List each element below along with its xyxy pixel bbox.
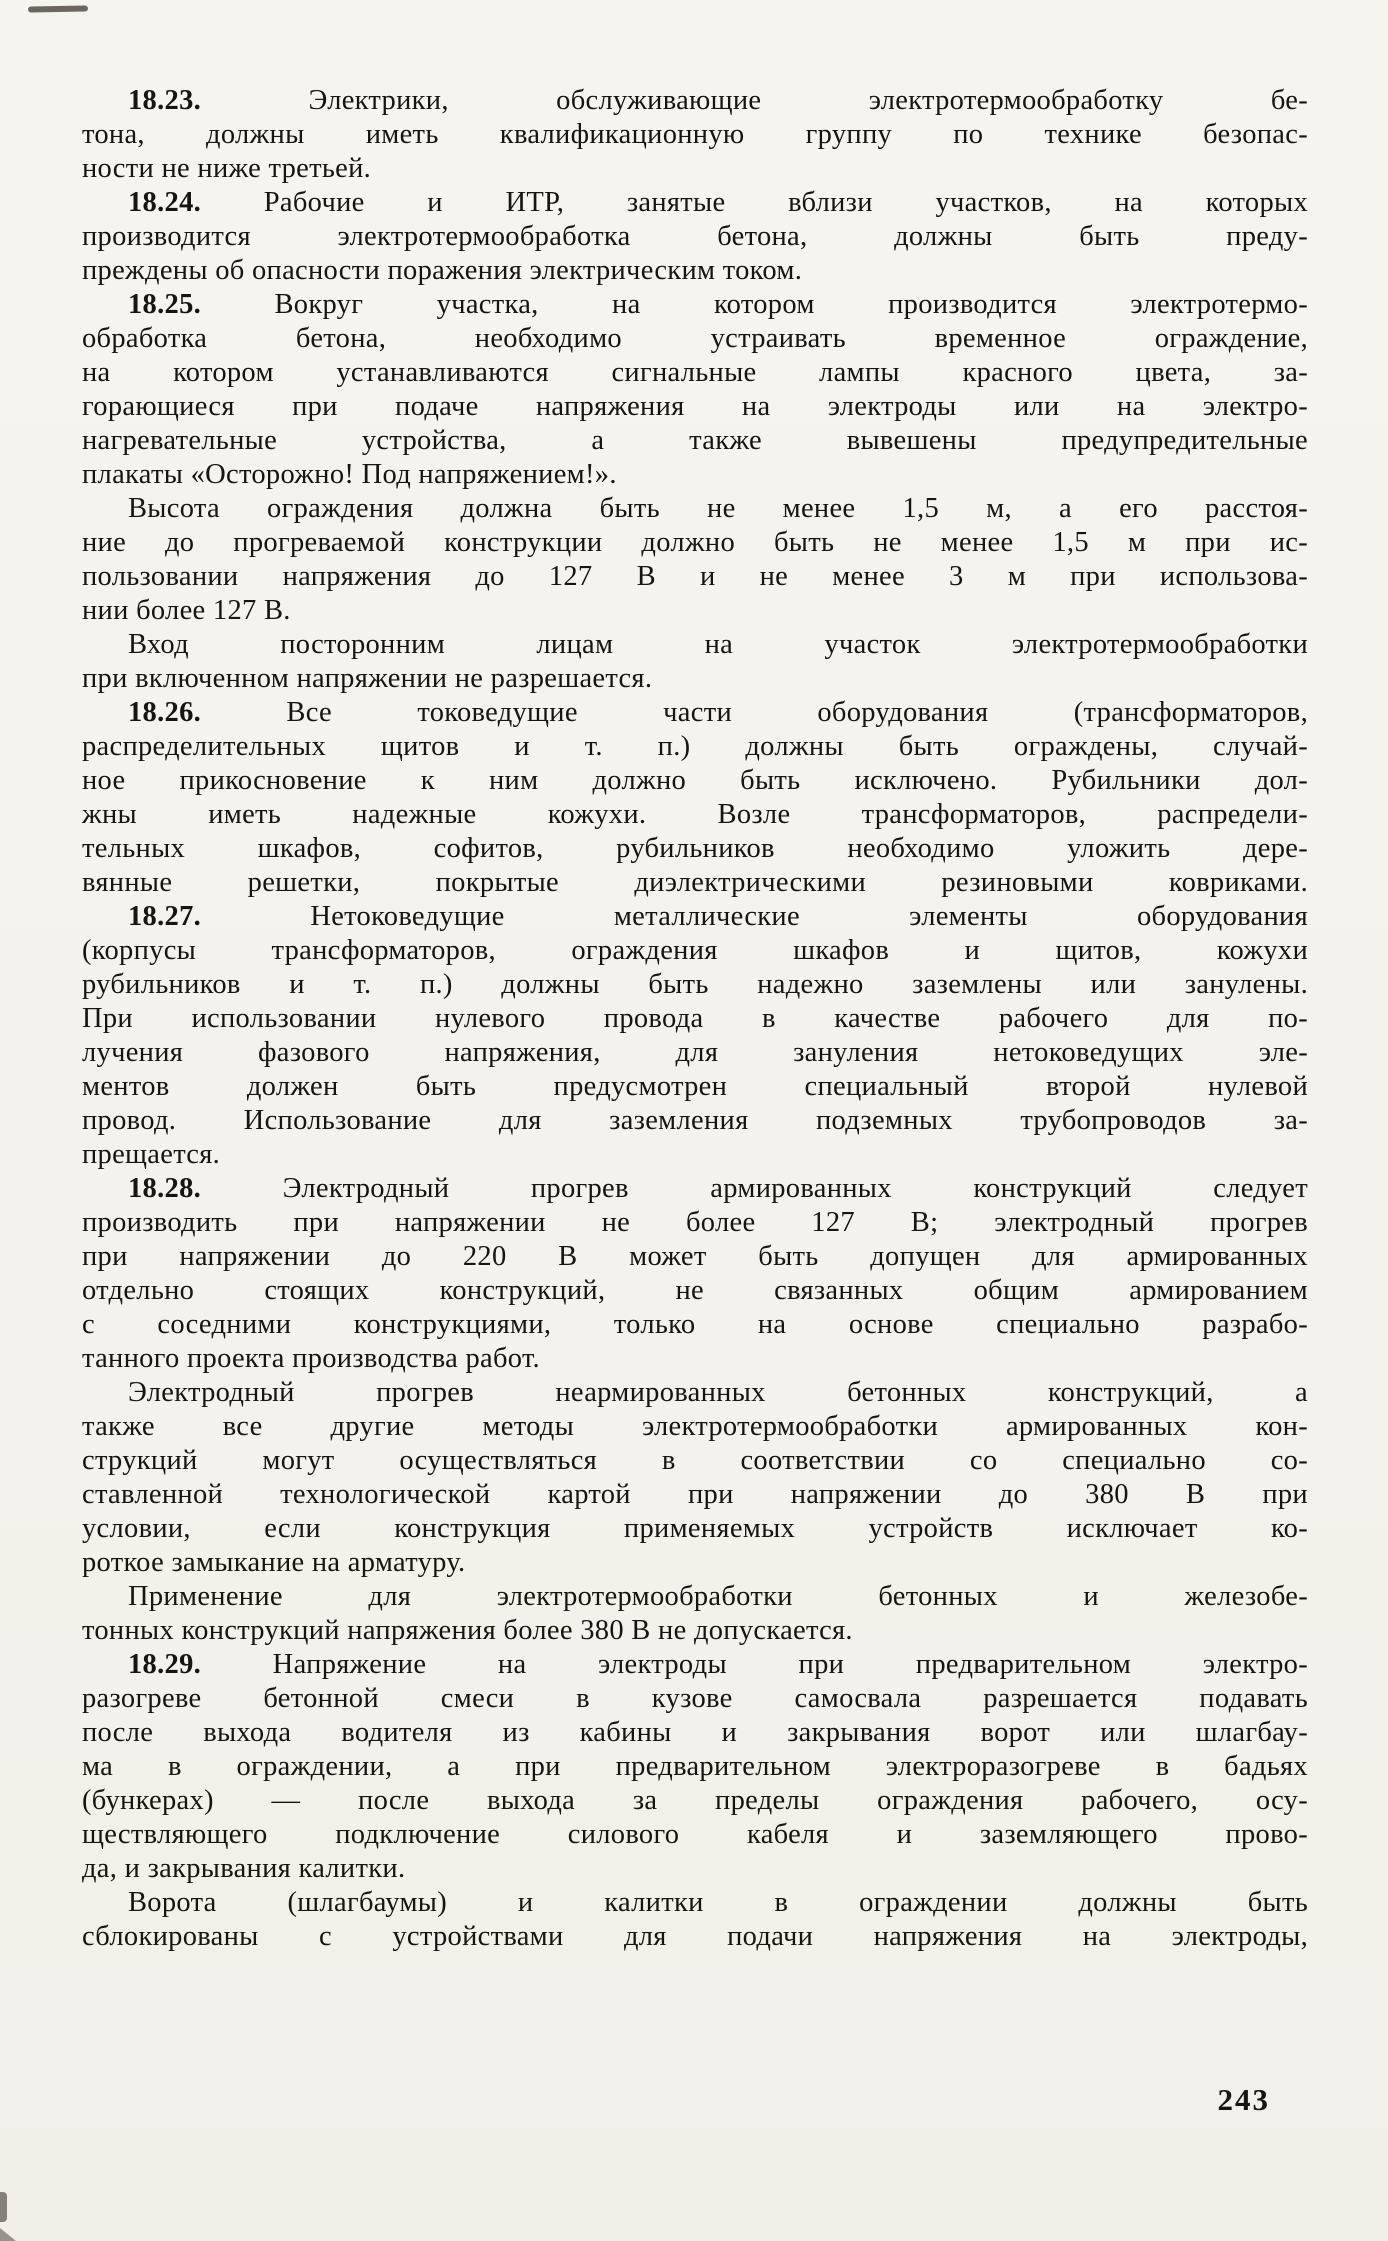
text-line: производится электротермообработка бетона, должны быть преду-	[82, 221, 1308, 252]
text-line: тонных конструкций напряжения более 380 В не допускается.	[82, 1615, 853, 1646]
text-line: преждены об опасности поражения электрическим током.	[82, 255, 803, 286]
paragraph	[82, 84, 1308, 186]
section-number: 18.27.	[128, 901, 202, 932]
text-line: 18.24. Рабочие и ИТР, занятые вблизи участков, на которых	[128, 187, 1308, 218]
text-line: после выхода водителя из кабины и закрывания ворот или шлагбау-	[82, 1717, 1308, 1748]
text-line: условии, если конструкция применяемых устройств исключает ко-	[82, 1513, 1308, 1544]
text-line: ное прикосновение к ним должно быть исключено. Рубильники дол-	[82, 765, 1308, 796]
text-line: Применение для электротермообработки бетонных и железобе-	[128, 1581, 1308, 1612]
text-line: производить при напряжении не более 127 В; электродный прогрев	[82, 1207, 1308, 1238]
text-line: Высота ограждения должна быть не менее 1,5 м, а его расстоя-	[128, 493, 1308, 524]
text-line: отдельно стоящих конструкций, не связанных общим армированием	[82, 1275, 1308, 1306]
paragraph	[82, 900, 1308, 1172]
paragraph	[82, 1580, 1308, 1648]
paragraph	[82, 1172, 1308, 1376]
text-line: ставленной технологической картой при напряжении до 380 В при	[82, 1479, 1308, 1510]
paragraph	[82, 288, 1308, 492]
text-line: 18.25. Вокруг участка, на котором производится электротермо-	[128, 289, 1308, 320]
text-line: ние до прогреваемой конструкции должно быть не менее 1,5 м при ис-	[82, 527, 1308, 558]
page-number: 243	[1217, 2082, 1270, 2117]
text-line: танного проекта производства работ.	[82, 1343, 540, 1374]
text-line: вянные решетки, покрытые диэлектрическими резиновыми ковриками.	[82, 867, 1308, 898]
text-line: 18.23. Электрики, обслуживающие электротермообработку бе-	[128, 85, 1308, 116]
text-line: прещается.	[82, 1139, 221, 1170]
text-line: 18.27. Нетоковедущие металлические элементы оборудования	[128, 901, 1308, 932]
text-line: тона, должны иметь квалификационную группу по технике безопас-	[82, 119, 1308, 150]
text-line: роткое замыкание на арматуру.	[82, 1547, 466, 1578]
text-line: ма в ограждении, а при предварительном электроразогреве в бадьях	[82, 1751, 1308, 1782]
section-number: 18.29.	[128, 1649, 202, 1680]
text-line: провод. Использование для заземления подземных трубопроводов за-	[82, 1105, 1308, 1136]
scan-artifact	[0, 2192, 7, 2222]
paragraph	[82, 492, 1308, 628]
text-line: ментов должен быть предусмотрен специальный второй нулевой	[82, 1071, 1308, 1102]
text-line: плакаты «Осторожно! Под напряжением!».	[82, 459, 617, 490]
text-line: сблокированы с устройствами для подачи напряжения на электроды,	[82, 1921, 1308, 1952]
section-number: 18.28.	[128, 1173, 202, 1204]
scan-artifact	[0, 2228, 16, 2241]
text-line: (корпусы трансформаторов, ограждения шкафов и щитов, кожухи	[82, 935, 1308, 966]
section-number: 18.26.	[128, 697, 202, 728]
text-line: при напряжении до 220 В может быть допущен для армированных	[82, 1241, 1308, 1272]
text-line: горающиеся при подаче напряжения на электроды или на электро-	[82, 391, 1308, 422]
text-line: нии более 127 В.	[82, 595, 291, 626]
text-line: струкций могут осуществляться в соответствии со специально со-	[82, 1445, 1308, 1476]
text-line: обработка бетона, необходимо устраивать временное ограждение,	[82, 323, 1308, 354]
text-line: жны иметь надежные кожухи. Возле трансформаторов, распредели-	[82, 799, 1308, 830]
text-line: также все другие методы электротермообработки армированных кон-	[82, 1411, 1308, 1442]
paragraph	[82, 1886, 1308, 1954]
body-text	[82, 84, 1308, 1954]
paragraph	[82, 1648, 1308, 1886]
text-line: пользовании напряжения до 127 В и не менее 3 м при использова-	[82, 561, 1308, 592]
text-line: распределительных щитов и т. п.) должны быть ограждены, случай-	[82, 731, 1308, 762]
text-line: При использовании нулевого провода в качестве рабочего для по-	[82, 1003, 1308, 1034]
section-number: 18.24.	[128, 187, 202, 218]
text-line: тельных шкафов, софитов, рубильников необходимо уложить дере-	[82, 833, 1308, 864]
section-number: 18.23.	[128, 85, 202, 116]
text-line: 18.29. Напряжение на электроды при предварительном электро-	[128, 1649, 1308, 1680]
text-line: при включенном напряжении не разрешается.	[82, 663, 653, 694]
text-line: да, и закрывания калитки.	[82, 1853, 406, 1884]
text-line: 18.28. Электродный прогрев армированных конструкций следует	[128, 1173, 1308, 1204]
text-line: Ворота (шлагбаумы) и калитки в ограждении должны быть	[128, 1887, 1308, 1918]
section-number: 18.25.	[128, 289, 202, 320]
scan-artifact	[28, 5, 88, 12]
text-line: Вход посторонним лицам на участок электротермообработки	[128, 629, 1308, 660]
text-line: разогреве бетонной смеси в кузове самосвала разрешается подавать	[82, 1683, 1308, 1714]
paragraph	[82, 1376, 1308, 1580]
paragraph	[82, 696, 1308, 900]
text-line: с соседними конструкциями, только на основе специально разрабо-	[82, 1309, 1308, 1340]
text-line: нагревательные устройства, а также вывешены предупредительные	[82, 425, 1308, 456]
paragraph	[82, 628, 1308, 696]
text-line: рубильников и т. п.) должны быть надежно заземлены или занулены.	[82, 969, 1308, 1000]
text-line: Электродный прогрев неармированных бетонных конструкций, а	[128, 1377, 1308, 1408]
text-line: 18.26. Все токоведущие части оборудования (трансформаторов,	[128, 697, 1308, 728]
paragraph	[82, 186, 1308, 288]
text-line: лучения фазового напряжения, для зануления нетоковедущих эле-	[82, 1037, 1308, 1068]
text-line: на котором устанавливаются сигнальные лампы красного цвета, за-	[82, 357, 1308, 388]
text-line: ществляющего подключение силового кабеля и заземляющего прово-	[82, 1819, 1308, 1850]
text-line: ности не ниже третьей.	[82, 153, 372, 184]
text-line: (бункерах) — после выхода за пределы ограждения рабочего, осу-	[82, 1785, 1308, 1816]
